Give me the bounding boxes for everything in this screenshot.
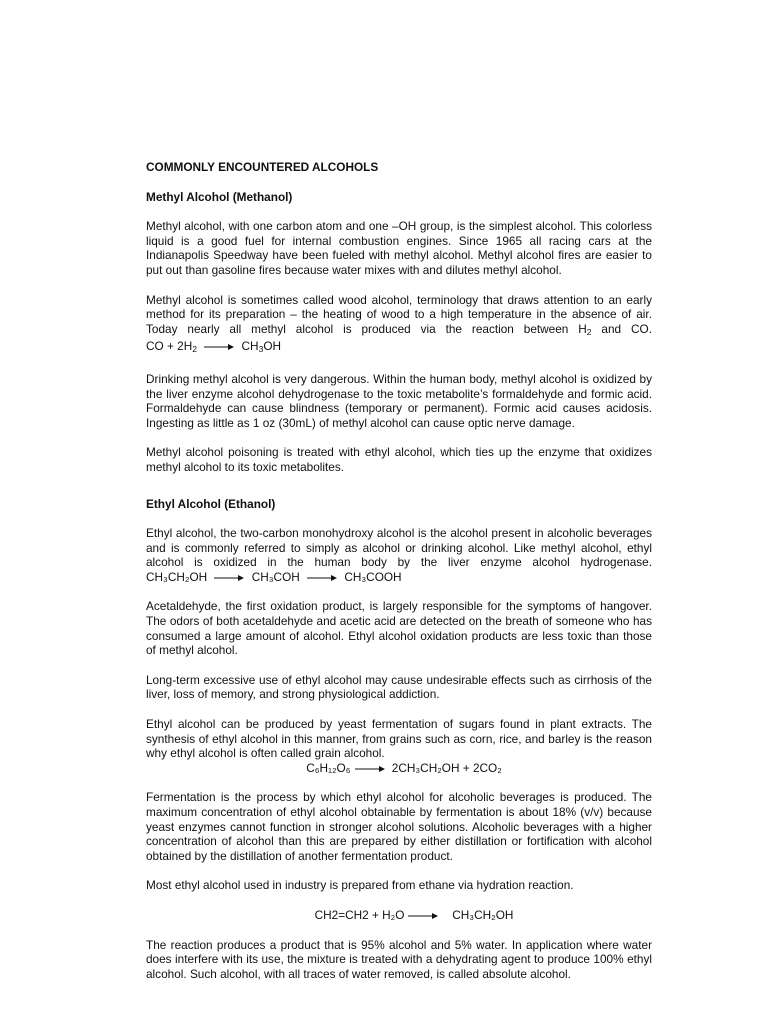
section-heading-methyl: Methyl Alcohol (Methanol) bbox=[146, 189, 293, 204]
document-title: COMMONLY ENCOUNTERED ALCOHOLS bbox=[146, 160, 379, 174]
ethyl-paragraph-4 bbox=[146, 717, 652, 775]
ethyl-paragraph-6: Most ethyl alcohol used in industry is prepared from ethane via hydration reaction. bbox=[146, 878, 574, 893]
eq-product-subscript: 3 bbox=[258, 344, 264, 355]
eq-product: CH bbox=[241, 339, 259, 354]
ethyl-paragraph-4-text: Ethyl alcohol can be produced by yeast fermentation of sugars found in plant extracts. The synthesis of ethyl alcohol in this manner, from grains such as corn, rice, and barley is the reason why ethyl alcohol is often called grain alcohol. bbox=[146, 717, 652, 761]
eq-ethene-water: CH2=CH2 + H₂O bbox=[314, 907, 405, 922]
eq-ethanol-product: CH₃CH₂OH bbox=[452, 907, 514, 922]
ethyl-paragraph-7: The reaction produces a product that is 95% alcohol and 5% water. In application where water does interfere with its use, the mixture is treated with a dehydrating agent to produce 100% ethyl alcohol. Such alcohol, with all traces of water removed, is called absolute alcohol. bbox=[146, 937, 652, 981]
methyl-paragraph-1: Methyl alcohol, with one carbon atom and one –OH group, is the simplest alcohol. This colorless liquid is a good fuel for internal combustion engines. Since 1965 all racing cars at the Indianapolis Speedway have been fueled with methyl alcohol. Methyl alcohol fires are easier to put out than gasoline fires because water mixes with and dilutes methyl alcohol. bbox=[146, 219, 652, 277]
methyl-paragraph-4: Methyl alcohol poisoning is treated with ethyl alcohol, which ties up the enzyme that oxidizes methyl alcohol to its toxic metabolites. bbox=[146, 445, 652, 474]
section-heading-ethyl: Ethyl Alcohol (Ethanol) bbox=[146, 496, 276, 511]
right-arrow-icon bbox=[307, 574, 337, 582]
h2-subscript: 2 bbox=[586, 326, 592, 337]
eq-acetic-acid: CH₃COOH bbox=[344, 569, 402, 584]
eq-reactants: CO + 2H bbox=[146, 339, 193, 354]
methanol-synthesis-equation bbox=[146, 339, 281, 353]
eq-reactants-subscript: 2 bbox=[192, 344, 197, 355]
right-arrow-icon bbox=[214, 574, 244, 582]
eq-fermentation-products: 2CH₃CH₂OH + 2CO₂ bbox=[391, 760, 502, 775]
ethyl-paragraph-1-text: Ethyl alcohol, the two-carbon monohydroxy alcohol is the alcohol present in alcoholic beverages and is commonly referred to simply as alcohol or drinking alcohol. Like methyl alcohol, ethyl alcohol is oxidized in the human body by the liver enzyme alcohol hydrogenase. bbox=[146, 526, 652, 570]
ethyl-paragraph-2: Acetaldehyde, the first oxidation product, is largely responsible for the symptoms of hangover. The odors of both acetaldehyde and acetic acid are detected on the breath of someone who has consumed a large amount of alcohol. Ethyl alcohol oxidation products are less toxic than those of methyl alcohol. bbox=[146, 599, 652, 658]
right-arrow-icon bbox=[355, 765, 385, 773]
eq-acetaldehyde: CH₃COH bbox=[251, 569, 300, 584]
hydration-equation bbox=[146, 908, 652, 923]
ethyl-paragraph-1 bbox=[146, 526, 652, 584]
right-arrow-icon bbox=[204, 343, 234, 351]
ethyl-paragraph-3: Long-term excessive use of ethyl alcohol may cause undesirable effects such as cirrhosis of the liver, loss of memory, and strong physiological addiction. bbox=[146, 672, 652, 702]
eq-product-tail: OH bbox=[263, 339, 282, 354]
methyl-paragraph-2-text: Methyl alcohol is sometimes called wood alcohol, terminology that draws attention to an early method for its preparation – the heating of wood to a high temperature in the absence of air. Today nearly all methyl alcohol is produced via the reaction between H bbox=[146, 292, 652, 336]
methyl-paragraph-2 bbox=[146, 293, 652, 357]
ethyl-paragraph-5: Fermentation is the process by which ethyl alcohol for alcoholic beverages is produced. The maximum concentration of ethyl alcohol obtainable by fermentation is about 18% (v/v) because yeast enzymes cannot function in stronger alcohol solutions. Alcoholic beverages with a higher concentration of alcohol than this are prepared by either distillation or fortification with alcohol obtained by the distillation of another fermentation product. bbox=[146, 790, 652, 863]
fermentation-equation bbox=[146, 761, 652, 776]
eq-ethanol: CH₃CH₂OH bbox=[146, 569, 208, 584]
right-arrow-icon bbox=[408, 912, 438, 920]
eq-glucose: C₆H₁₂O₆ bbox=[306, 760, 351, 775]
methyl-paragraph-2-tail: and CO. bbox=[591, 321, 652, 336]
ethanol-oxidation-equation bbox=[146, 570, 402, 584]
methyl-paragraph-3: Drinking methyl alcohol is very dangerous. Within the human body, methyl alcohol is oxidized by the liver enzyme alcohol dehydrogenase to the toxic metabolite’s formaldehyde and formic acid. Formaldehyde can cause blindness (temporary or permanent). Formic acid causes acidosis. Ingesting as little as 1 oz (30mL) of methyl alcohol can cause optic nerve damage. bbox=[146, 371, 652, 430]
